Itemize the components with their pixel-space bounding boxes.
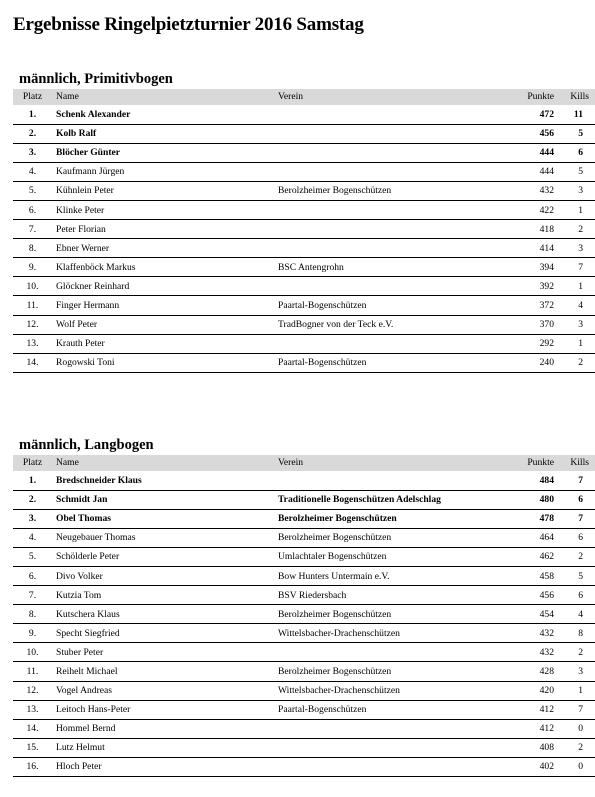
- cell-kills: 6: [578, 532, 583, 544]
- cell-name: Wolf Peter: [56, 319, 98, 331]
- table-row: [13, 200, 595, 219]
- table-row: [13, 605, 595, 624]
- cell-platz: 11.: [26, 665, 39, 677]
- table-row: [13, 586, 595, 605]
- cell-punkte: 478: [539, 513, 554, 525]
- cell-name: Schölderle Peter: [56, 551, 120, 563]
- section-title: männlich, Langbogen: [19, 437, 154, 453]
- cell-name: Kutschera Klaus: [56, 608, 120, 620]
- results-section-langbogen: [13, 435, 589, 777]
- cell-platz: 5.: [28, 551, 37, 563]
- cell-verein: [274, 105, 478, 124]
- table-row: [13, 124, 595, 143]
- cell-name: Klaffenböck Markus: [56, 261, 136, 273]
- cell-kills: 7: [578, 513, 583, 525]
- cell-verein: Berolzheimer Bogenschützen: [278, 532, 392, 544]
- cell-verein: [274, 643, 478, 662]
- cell-verein: TradBogner von der Teck e.V.: [278, 319, 394, 331]
- cell-kills: 2: [578, 646, 583, 658]
- cell-punkte: 428: [539, 665, 554, 677]
- cell-punkte: 458: [539, 570, 554, 582]
- header-platz: Platz: [22, 91, 43, 102]
- cell-name: Reihelt Michael: [56, 665, 118, 677]
- cell-name: Krauth Peter: [56, 338, 105, 350]
- cell-kills: 3: [578, 242, 583, 254]
- cell-platz: 6.: [28, 570, 37, 582]
- cell-name: Divo Volker: [56, 570, 103, 582]
- cell-name: Neugebauer Thomas: [56, 532, 136, 544]
- cell-verein: [274, 738, 478, 757]
- cell-verein: [274, 277, 478, 296]
- cell-name: Stuber Peter: [56, 646, 104, 658]
- cell-kills: 11: [573, 108, 583, 120]
- cell-punkte: 422: [539, 204, 554, 216]
- table-row: [13, 315, 595, 334]
- cell-verein: Umlachtaler Bogenschützen: [278, 551, 387, 563]
- cell-punkte: 462: [539, 551, 554, 563]
- cell-name: Hommel Bernd: [56, 723, 116, 735]
- table-header-row: [13, 89, 595, 105]
- cell-punkte: 472: [539, 108, 554, 120]
- cell-platz: 16.: [26, 761, 39, 773]
- header-name: Name: [56, 91, 79, 102]
- table-row: [13, 490, 595, 509]
- cell-platz: 8.: [28, 608, 37, 620]
- cell-name: Peter Florian: [56, 223, 106, 235]
- page-title: Ergebnisse Ringelpietzturnier 2016 Samstag: [13, 14, 364, 35]
- cell-verein: Paartal-Bogenschützen: [278, 704, 367, 716]
- table-row: [13, 738, 595, 757]
- cell-punkte: 292: [539, 338, 554, 350]
- cell-platz: 5.: [28, 185, 37, 197]
- cell-punkte: 432: [539, 646, 554, 658]
- cell-verein: [274, 334, 478, 353]
- cell-kills: 7: [578, 704, 583, 716]
- cell-name: Lutz Helmut: [56, 742, 105, 754]
- cell-verein: [274, 719, 478, 738]
- cell-verein: BSV Riedersbach: [278, 589, 347, 601]
- cell-name: Glöckner Reinhard: [56, 280, 130, 292]
- cell-name: Klinke Peter: [56, 204, 105, 216]
- cell-kills: 2: [578, 357, 583, 369]
- cell-platz: 14.: [26, 357, 39, 369]
- cell-verein: Bow Hunters Untermain e.V.: [278, 570, 390, 582]
- cell-platz: 2.: [28, 494, 37, 506]
- cell-verein: Traditionelle Bogenschützen Adelschlag: [278, 494, 441, 506]
- cell-verein: [274, 162, 478, 181]
- cell-name: Obel Thomas: [56, 513, 111, 525]
- cell-platz: 9.: [28, 261, 37, 273]
- cell-kills: 3: [578, 319, 583, 331]
- cell-platz: 8.: [28, 242, 37, 254]
- cell-punkte: 480: [539, 494, 554, 506]
- cell-punkte: 456: [539, 589, 554, 601]
- table-row: [13, 239, 595, 258]
- cell-punkte: 240: [539, 357, 554, 369]
- table-row: [13, 509, 595, 528]
- cell-kills: 6: [578, 147, 583, 159]
- header-punkte: Punkte: [527, 457, 554, 468]
- cell-platz: 10.: [26, 646, 39, 658]
- cell-kills: 3: [578, 185, 583, 197]
- cell-punkte: 412: [539, 704, 554, 716]
- cell-name: Blöcher Günter: [56, 147, 121, 159]
- cell-verein: [274, 200, 478, 219]
- cell-kills: 1: [578, 280, 583, 292]
- cell-kills: 3: [578, 665, 583, 677]
- cell-name: Bredschneider Klaus: [56, 474, 142, 486]
- cell-name: Rogowski Toni: [56, 357, 115, 369]
- cell-punkte: 372: [539, 299, 554, 311]
- cell-platz: 11.: [26, 299, 39, 311]
- cell-name: Schmidt Jan: [56, 494, 108, 506]
- cell-kills: 6: [578, 589, 583, 601]
- header-name: Name: [56, 457, 79, 468]
- cell-punkte: 408: [539, 742, 554, 754]
- header-verein: Verein: [278, 457, 304, 468]
- header-kills: Kills: [570, 457, 589, 468]
- cell-punkte: 394: [539, 261, 554, 273]
- cell-verein: Paartal-Bogenschützen: [278, 299, 367, 311]
- cell-name: Kolb Ralf: [56, 128, 97, 140]
- cell-verein: [274, 143, 478, 162]
- header-verein: Verein: [278, 91, 304, 102]
- cell-platz: 3.: [28, 147, 37, 159]
- cell-platz: 13.: [26, 704, 39, 716]
- table-row: [13, 258, 595, 277]
- results-table: [13, 89, 595, 373]
- cell-verein: Berolzheimer Bogenschützen: [278, 608, 392, 620]
- cell-punkte: 402: [539, 761, 554, 773]
- cell-platz: 14.: [26, 723, 39, 735]
- cell-platz: 12.: [26, 685, 39, 697]
- cell-punkte: 370: [539, 319, 554, 331]
- table-row: [13, 471, 595, 490]
- cell-name: Schenk Alexander: [56, 108, 131, 120]
- cell-verein: Wittelsbacher-Drachenschützen: [278, 627, 400, 639]
- table-row: [13, 547, 595, 566]
- cell-punkte: 484: [539, 474, 554, 486]
- cell-punkte: 464: [539, 532, 554, 544]
- cell-name: Leitoch Hans-Peter: [56, 704, 131, 716]
- cell-verein: [274, 239, 478, 258]
- table-row: [13, 162, 595, 181]
- cell-platz: 1.: [28, 474, 37, 486]
- cell-kills: 4: [578, 299, 583, 311]
- cell-platz: 12.: [26, 319, 39, 331]
- cell-name: Kutzia Tom: [56, 589, 102, 601]
- cell-platz: 7.: [28, 589, 37, 601]
- cell-kills: 5: [578, 128, 583, 140]
- cell-verein: Berolzheimer Bogenschützen: [278, 513, 397, 525]
- cell-platz: 7.: [28, 223, 37, 235]
- cell-platz: 15.: [26, 742, 39, 754]
- cell-platz: 9.: [28, 627, 37, 639]
- table-row: [13, 681, 595, 700]
- cell-punkte: 432: [539, 627, 554, 639]
- cell-kills: 2: [578, 551, 583, 563]
- table-row: [13, 105, 595, 124]
- table-row: [13, 757, 595, 776]
- cell-platz: 1.: [28, 108, 37, 120]
- cell-kills: 7: [578, 261, 583, 273]
- cell-punkte: 414: [539, 242, 554, 254]
- table-row: [13, 528, 595, 547]
- cell-name: Vogel Andreas: [56, 685, 113, 697]
- cell-name: Ebner Werner: [56, 242, 110, 254]
- header-platz: Platz: [22, 457, 43, 468]
- section-title: männlich, Primitivbogen: [19, 71, 173, 87]
- cell-punkte: 418: [539, 223, 554, 235]
- cell-kills: 2: [578, 223, 583, 235]
- table-row: [13, 296, 595, 315]
- cell-platz: 4.: [28, 166, 37, 178]
- table-row: [13, 624, 595, 643]
- cell-verein: Wittelsbacher-Drachenschützen: [278, 685, 400, 697]
- cell-platz: 3.: [28, 513, 37, 525]
- cell-name: Kühnlein Peter: [56, 185, 114, 197]
- cell-kills: 6: [578, 494, 583, 506]
- cell-platz: 4.: [28, 532, 37, 544]
- table-row: [13, 220, 595, 239]
- cell-kills: 0: [578, 723, 583, 735]
- table-row: [13, 181, 595, 200]
- cell-verein: BSC Antengrohn: [278, 261, 344, 273]
- header-kills: Kills: [570, 91, 589, 102]
- cell-punkte: 456: [539, 128, 554, 140]
- cell-kills: 5: [578, 570, 583, 582]
- cell-platz: 13.: [26, 338, 39, 350]
- cell-verein: [274, 471, 478, 490]
- cell-punkte: 420: [539, 685, 554, 697]
- header-punkte: Punkte: [527, 91, 554, 102]
- cell-name: Hloch Peter: [56, 761, 102, 773]
- table-row: [13, 334, 595, 353]
- table-row: [13, 719, 595, 738]
- cell-verein: Berolzheimer Bogenschützen: [278, 185, 392, 197]
- table-header-row: [13, 455, 595, 471]
- cell-name: Finger Hermann: [56, 299, 120, 311]
- table-row: [13, 353, 595, 372]
- cell-punkte: 444: [539, 147, 554, 159]
- table-row: [13, 277, 595, 296]
- cell-verein: [274, 220, 478, 239]
- cell-verein: [274, 124, 478, 143]
- cell-kills: 7: [578, 474, 583, 486]
- results-section-primitivbogen: [13, 69, 589, 373]
- cell-kills: 4: [578, 608, 583, 620]
- cell-platz: 2.: [28, 128, 37, 140]
- cell-punkte: 392: [539, 280, 554, 292]
- cell-kills: 2: [578, 742, 583, 754]
- table-row: [13, 643, 595, 662]
- cell-name: Specht Siegfried: [56, 627, 120, 639]
- cell-verein: Berolzheimer Bogenschützen: [278, 665, 392, 677]
- cell-kills: 5: [578, 166, 583, 178]
- cell-kills: 8: [578, 627, 583, 639]
- cell-verein: Paartal-Bogenschützen: [278, 357, 367, 369]
- cell-name: Kaufmann Jürgen: [56, 166, 125, 178]
- cell-kills: 1: [578, 204, 583, 216]
- cell-platz: 10.: [26, 280, 39, 292]
- table-row: [13, 143, 595, 162]
- results-table: [13, 455, 595, 777]
- cell-punkte: 432: [539, 185, 554, 197]
- cell-verein: [274, 757, 478, 776]
- cell-punkte: 444: [539, 166, 554, 178]
- table-row: [13, 566, 595, 585]
- cell-punkte: 454: [539, 608, 554, 620]
- cell-kills: 0: [578, 761, 583, 773]
- cell-punkte: 412: [539, 723, 554, 735]
- table-row: [13, 662, 595, 681]
- cell-platz: 6.: [28, 204, 37, 216]
- cell-kills: 1: [578, 685, 583, 697]
- cell-kills: 1: [578, 338, 583, 350]
- table-row: [13, 700, 595, 719]
